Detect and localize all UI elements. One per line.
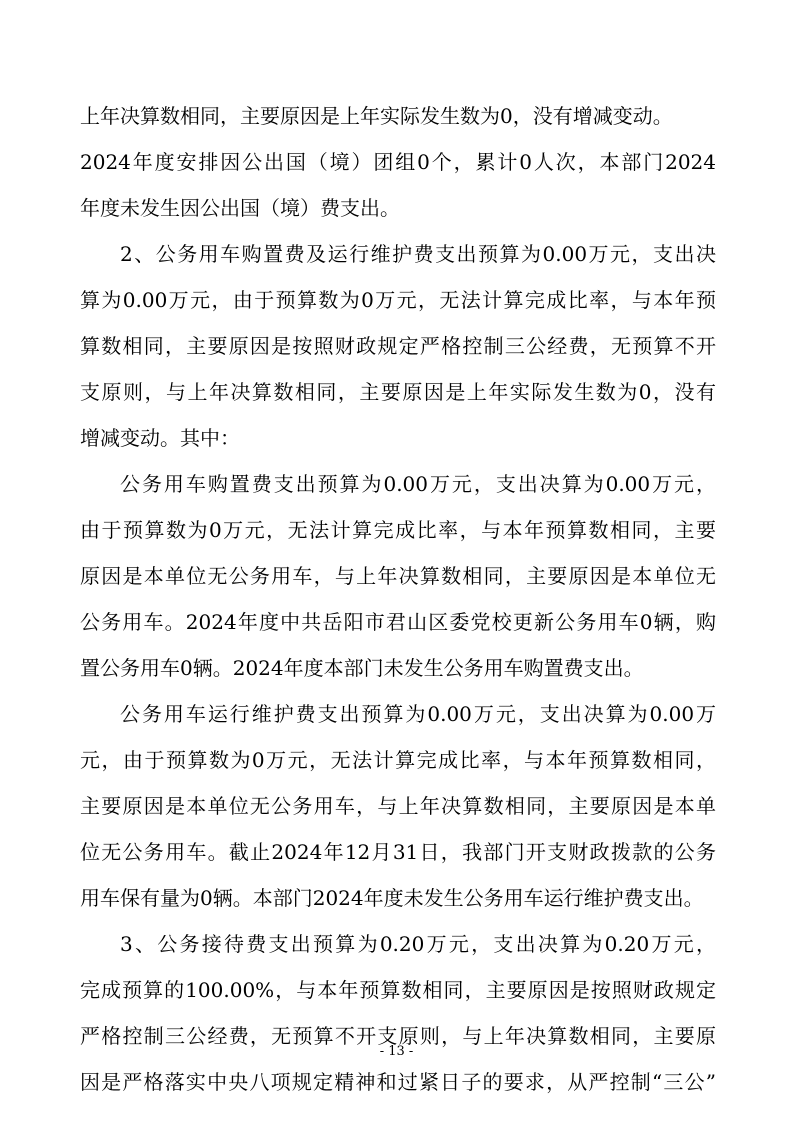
text-line: 位无公务用车。截止2024年12月31日，我部门开支财政拨款的公务 bbox=[80, 840, 716, 864]
paragraph-start-line: 2、公务用车购置费及运行维护费支出预算为0.00万元，支出决 bbox=[120, 242, 716, 266]
text-line: 算为0.00万元，由于预算数为0万元，无法计算完成比率，与本年预 bbox=[80, 288, 716, 312]
text-line: 完成预算的100.00%，与本年预算数相同，主要原因是按照财政规定 bbox=[80, 978, 716, 1002]
text-line: 年度未发生因公出国（境）费支出。 bbox=[80, 196, 400, 220]
text-line: 因是严格落实中央八项规定精神和过紧日子的要求，从严控制“三公” bbox=[80, 1070, 716, 1094]
text-line: 支原则，与上年决算数相同，主要原因是上年实际发生数为0，没有 bbox=[80, 380, 716, 404]
text-line: 算数相同，主要原因是按照财政规定严格控制三公经费，无预算不开 bbox=[80, 334, 716, 358]
page-number: - 13 - bbox=[379, 1044, 414, 1059]
text-line: 增减变动。其中： bbox=[80, 426, 240, 450]
text-line: 主要原因是本单位无公务用车，与上年决算数相同，主要原因是本单 bbox=[80, 794, 716, 818]
text-line: 2024年度安排因公出国（境）团组0个，累计0人次，本部门2024 bbox=[80, 150, 716, 174]
text-line: 由于预算数为0万元，无法计算完成比率，与本年预算数相同，主要 bbox=[80, 518, 716, 542]
text-line: 用车保有量为0辆。本部门2024年度未发生公务用车运行维护费支出。 bbox=[80, 886, 704, 910]
text-line: 元，由于预算数为0万元，无法计算完成比率，与本年预算数相同， bbox=[80, 748, 716, 772]
text-line: 原因是本单位无公务用车，与上年决算数相同，主要原因是本单位无 bbox=[80, 564, 716, 588]
paragraph-start-line: 公务用车运行维护费支出预算为0.00万元，支出决算为0.00万 bbox=[120, 702, 716, 726]
paragraph-start-line: 3、公务接待费支出预算为0.20万元，支出决算为0.20万元， bbox=[120, 932, 716, 956]
paragraph-start-line: 公务用车购置费支出预算为0.00万元，支出决算为0.00万元， bbox=[120, 472, 716, 496]
text-line: 置公务用车0辆。2024年度本部门未发生公务用车购置费支出。 bbox=[80, 656, 644, 680]
text-line: 严格控制三公经费，无预算不开支原则，与上年决算数相同，主要原 bbox=[80, 1024, 716, 1048]
text-line: 公务用车。2024年度中共岳阳市君山区委党校更新公务用车0辆，购 bbox=[80, 610, 716, 634]
text-line: 上年决算数相同，主要原因是上年实际发生数为0，没有增减变动。 bbox=[80, 104, 673, 128]
